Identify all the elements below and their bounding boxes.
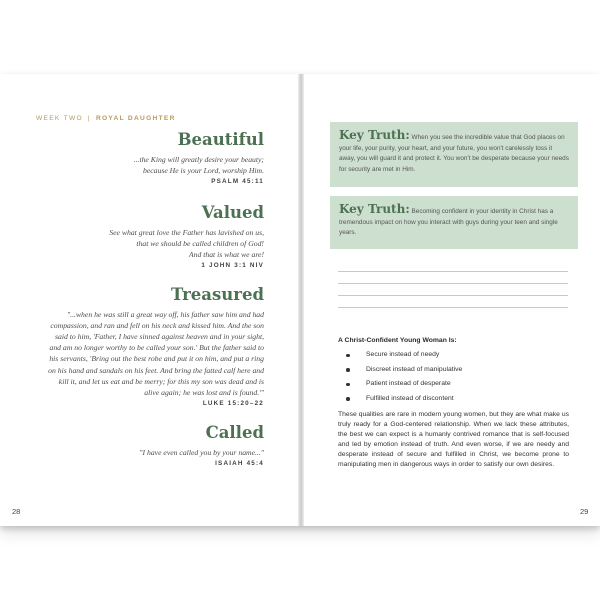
- quote-line: his servants, 'Bring out the best robe and put it on him, and put a ring: [49, 354, 264, 364]
- quote-line: that we should be called children of God!: [136, 238, 264, 248]
- running-head-title: ROYAL DAUGHTER: [95, 115, 176, 122]
- bullet-icon: [346, 397, 350, 401]
- writing-line[interactable]: [338, 295, 568, 296]
- entry-title: Called: [205, 423, 264, 442]
- writing-line[interactable]: [338, 307, 568, 308]
- entry-beautiful: [14, 132, 264, 185]
- scripture-reference: 1 JOHN 3:1 NIV: [201, 262, 264, 270]
- entry-called: [14, 425, 264, 467]
- quote-line: alive again; he was lost and is found.'": [144, 387, 264, 397]
- list-item-text: Patient instead of desperate: [366, 380, 451, 387]
- entry-treasured: [2, 287, 264, 407]
- scripture-reference: PSALM 45:11: [211, 177, 264, 185]
- list-item-text: Discreet instead of manipulative: [366, 365, 463, 373]
- entry-title: Treasured: [171, 285, 264, 304]
- quote-line: compassion, and ran and fell on his neck and kissed him. And the son: [50, 320, 264, 330]
- running-head-separator: |: [87, 115, 91, 122]
- entry-quote: [2, 309, 264, 399]
- scripture-reference: ISAIAH 45:4: [215, 459, 264, 467]
- list-item: [342, 363, 462, 378]
- writing-line[interactable]: [338, 283, 568, 284]
- quote-line: And that is what we are!: [188, 249, 264, 259]
- entry-title: Valued: [201, 203, 264, 222]
- quote-line: "I have even called you by your name...": [139, 447, 264, 457]
- entry-title: Beautiful: [177, 130, 264, 149]
- quote-line: "...when he was still a great way off, his father saw him and had: [66, 309, 264, 319]
- entry-valued: [14, 205, 264, 269]
- running-head-week: WEEK TWO: [36, 115, 83, 122]
- writing-line[interactable]: [338, 271, 568, 272]
- list-item: [342, 377, 462, 392]
- writing-lines: [338, 271, 568, 319]
- key-truth-text: When you see the incredible value that God places on your life, your purity, your heart, and your future, you won't carelessly toss it away, you will guard it and protect it. You won't be desperate because your needs for security are met in Him.: [339, 134, 569, 173]
- quote-line: said to him, 'Father, I have sinned against heaven and in your sight,: [55, 331, 264, 341]
- quote-line: ...the King will greatly desire your beauty;: [133, 154, 264, 164]
- key-truth-text: Becoming confident in your identity in Christ has a tremendous impact on how you interact with guys during your teen and single years.: [339, 208, 558, 237]
- list-item-text: Secure instead of needy: [366, 351, 440, 358]
- list-title: A Christ-Confident Young Woman Is:: [338, 337, 457, 344]
- body-paragraph: These qualities are rare in modern young women, but they are what make us truly ready for a God-centered relationship. When we lack these attributes, the best we can expect is a humanly contrived romance that is self-focused and led by emotion instead of truth. And even worse, if we are needy and desperate instead of secure and fulfilled in Christ, we become prone to manipulating men in dangerous ways in order to satisfy our own desires.: [338, 411, 569, 469]
- page-number-right: 29: [580, 507, 589, 516]
- quote-line: because He is your Lord, worship Him.: [142, 165, 264, 175]
- qualities-list: [342, 348, 462, 406]
- list-item-text: Fulfilled instead of discontent: [366, 394, 454, 402]
- quote-line: on his hand and sandals on his feet. And bring the fatted calf here and: [48, 365, 264, 375]
- quote-line: kill it, and let us eat and be merry; for this my son was dead and is: [58, 376, 264, 386]
- list-item: [342, 392, 462, 407]
- key-truth-box: [330, 196, 578, 249]
- left-page: [0, 74, 298, 526]
- quote-line: See what great love the Father has lavished on us,: [109, 227, 264, 237]
- bullet-icon: [346, 354, 350, 358]
- bullet-icon: [346, 368, 350, 372]
- key-truth-label: Key Truth:: [339, 202, 410, 216]
- entry-quote: [14, 154, 264, 176]
- quote-line: and am no longer worthy to be called your son.' But the father said to: [49, 343, 264, 353]
- key-truth-box: [330, 122, 578, 187]
- entry-quote: [14, 227, 264, 261]
- scripture-reference: LUKE 15:20–22: [202, 400, 264, 408]
- list-item: [342, 348, 462, 363]
- bullet-icon: [346, 383, 350, 387]
- key-truth-label: Key Truth:: [339, 128, 410, 142]
- running-head: [36, 115, 276, 122]
- page-number-left: 28: [12, 507, 21, 516]
- entry-quote: [14, 447, 264, 458]
